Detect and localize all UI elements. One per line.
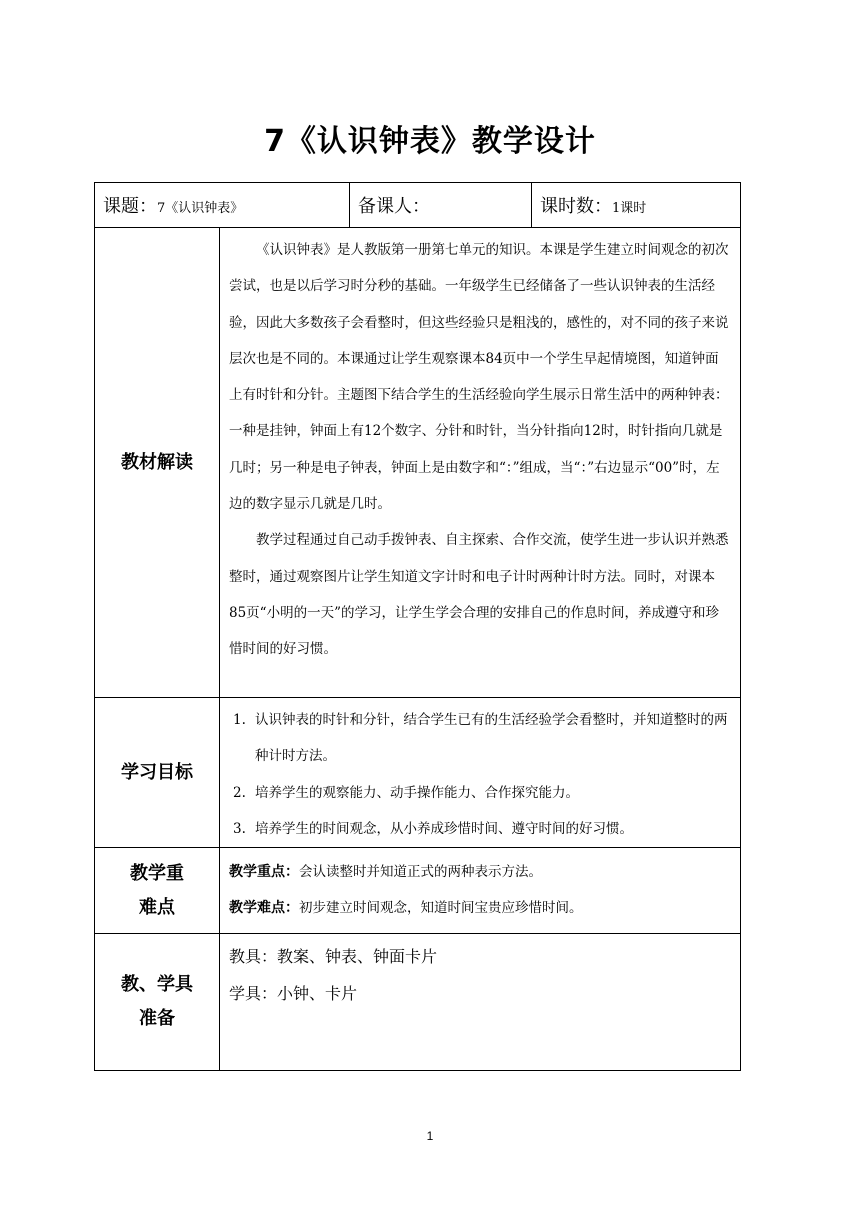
hours-value: 1课时	[612, 201, 647, 216]
tools-row	[95, 934, 741, 1071]
hard-point-text: 初步建立时间观念，知道时间宝贵应珍惜时间。	[299, 900, 583, 917]
textbook-row	[95, 228, 741, 698]
hard-point	[229, 890, 732, 926]
difficulty-label-line2: 难点	[139, 896, 175, 918]
textbook-content	[220, 228, 741, 698]
goal-text: 培养学生的时间观念，从小养成珍惜时间、遵守时间的好习惯。	[255, 820, 633, 837]
difficulty-row	[95, 848, 741, 934]
hard-point-label: 教学难点：	[229, 900, 299, 917]
hours-cell	[532, 183, 741, 228]
student-tools: 学具：小钟、卡片	[229, 984, 358, 1004]
difficulty-label	[95, 848, 220, 934]
topic-label: 课题：	[103, 196, 157, 217]
textbook-paragraph-1: 《认识钟表》是人教版第一册第七单元的知识。本课是学生建立时间观念的初次尝试，也是以后学习时分秒的基础。一年级学生已经储备了一些认识钟表的生活经验，因此大多数孩子会看整时，但这些经验只是粗浅的，感性的，对不同的孩子来说层次也是不同的。本课通过让学生观察课本84页中一个学生早起情境图，知道钟面上有时针和分针。主题图下结合学生的生活经验向学生展示日常生活中的两种钟表：一种是挂钟，钟面上有12个数字、分针和时针，当分针指向12时，时针指向几就是几时；另一种是电子钟表，钟面上是由数字和“：”组成，当“：”右边显示“00”时，左边的数字显示几就是几时。	[229, 242, 729, 513]
difficulty-label-line1: 教学重	[130, 862, 184, 884]
textbook-paragraph-2: 教学过程通过自己动手拨钟表、自主探索、合作交流，使学生进一步认识并熟悉整时，通过观察图片让学生知道文字计时和电子计时两种计时方法。同时，对课本85页“小明的一天”的学习，让学生学会合理的安排自己的作息时间，养成遵守和珍惜时间的好习惯。	[229, 532, 729, 658]
preparer-cell	[350, 183, 532, 228]
teacher-tools: 教具：教案、钟表、钟面卡片	[229, 947, 438, 967]
key-point	[229, 854, 732, 890]
tools-content	[220, 934, 741, 1071]
topic-cell	[95, 183, 350, 228]
page-number: 1	[426, 1129, 434, 1143]
goals-content	[220, 698, 741, 848]
goal-text: 培养学生的观察能力、动手操作能力、合作探究能力。	[255, 784, 579, 801]
document-title: 7《认识钟表》教学设计	[264, 124, 596, 159]
difficulty-content	[220, 848, 741, 934]
goals-label: 学习目标	[95, 698, 220, 848]
tools-label-line2: 准备	[139, 1008, 175, 1030]
textbook-label: 教材解读	[95, 228, 220, 698]
lesson-plan-table	[94, 182, 741, 1071]
tools-label	[95, 934, 220, 1071]
topic-value: 7《认识钟表》	[157, 201, 244, 216]
goal-item	[229, 811, 732, 847]
goals-row	[95, 698, 741, 848]
preparer-label: 备课人：	[358, 196, 430, 217]
tools-label-line1: 教、学具	[121, 974, 193, 996]
hours-label: 课时数：	[540, 196, 612, 217]
header-row	[95, 183, 741, 228]
key-point-label: 教学重点：	[229, 864, 299, 881]
goal-number: 1.	[233, 712, 246, 728]
goal-number: 3.	[233, 820, 246, 837]
goal-item	[229, 775, 732, 811]
key-point-text: 会认读整时并知道正式的两种表示方法。	[299, 864, 542, 881]
goal-text: 认识钟表的时针和分针，结合学生已有的生活经验学会看整时，并知道整时的两种计时方法。	[255, 712, 728, 765]
goal-item	[229, 702, 732, 775]
goal-number: 2.	[233, 784, 246, 801]
